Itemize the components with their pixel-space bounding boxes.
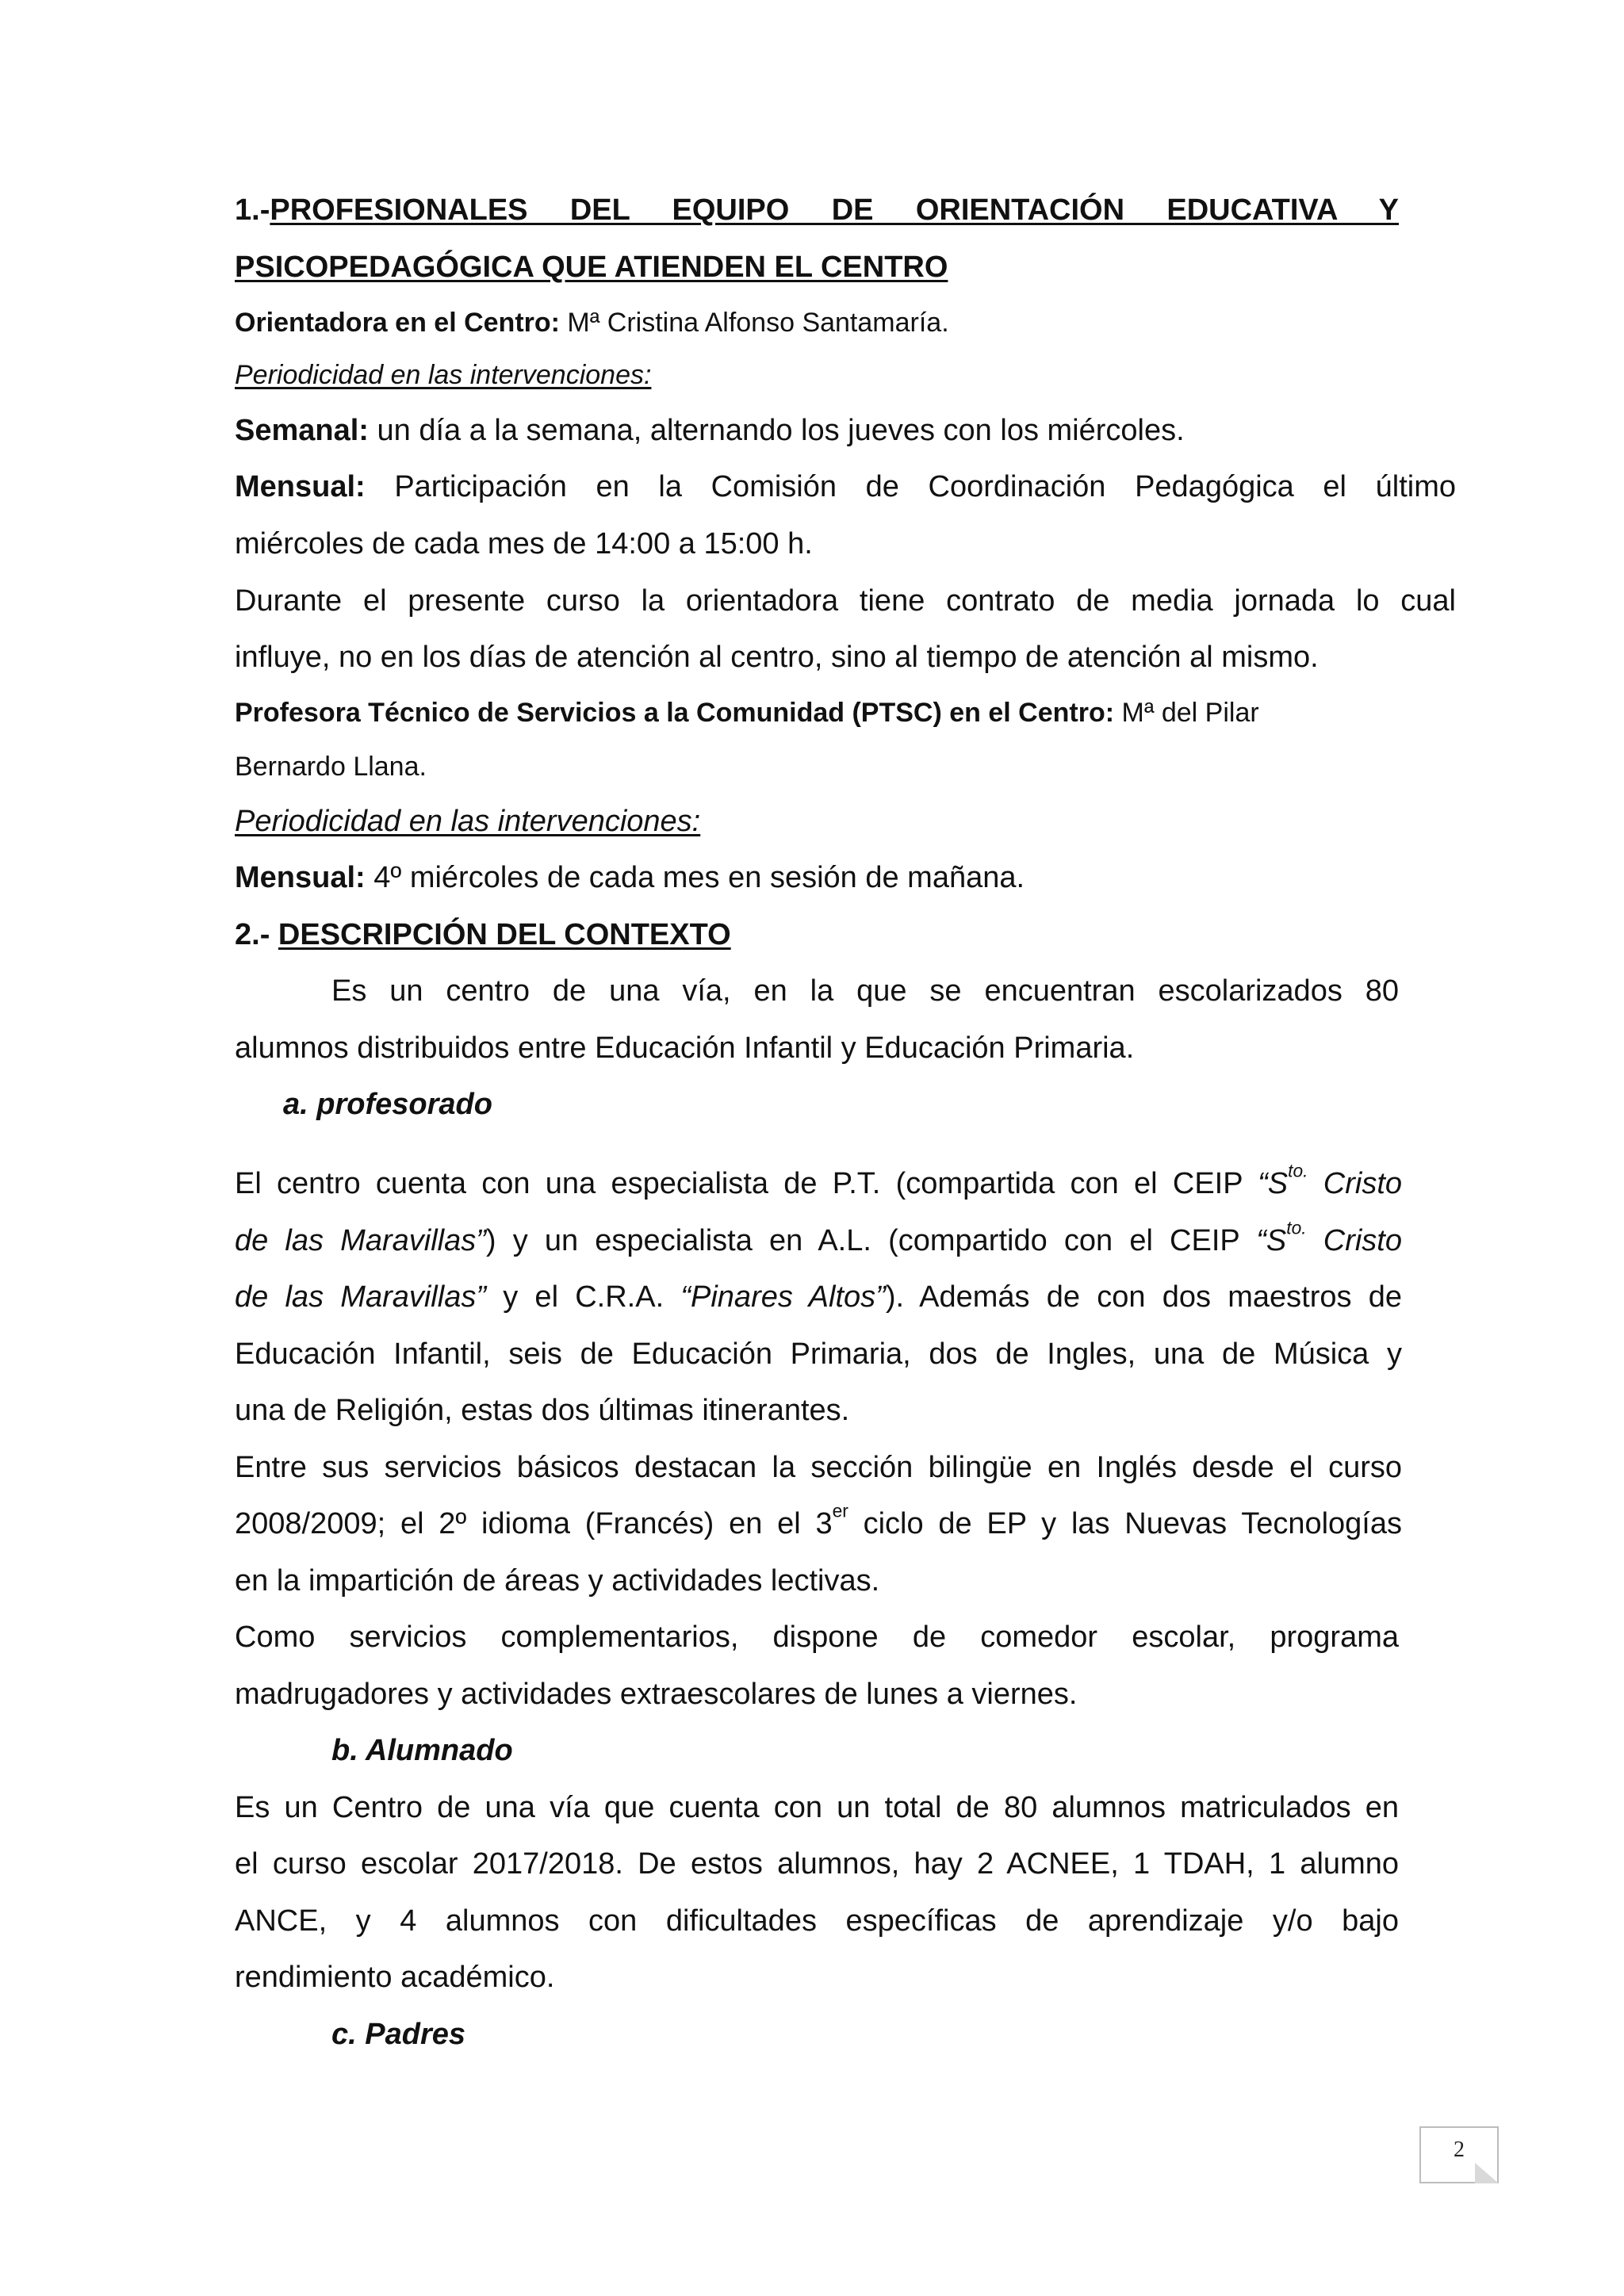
servicios-line-1: Entre sus servicios básicos destacan la sección bilingüe en Inglés desde el curso <box>235 1451 1402 1484</box>
orientadora-name: Mª Cristina Alfonso Santamaría. <box>559 308 949 338</box>
periodicidad-heading: Periodicidad en las intervenciones: <box>235 360 652 390</box>
intro-line-2: alumnos distribuidos entre Educación Infantil y Educación Primaria. <box>235 1031 1135 1065</box>
subheading-profesorado: a. profesorado <box>283 1088 492 1121</box>
ptsc-line: Profesora Técnico de Servicios a la Comunidad (PTSC) en el Centro: Mª del Pilar <box>235 698 1259 728</box>
section-1-title: PROFESIONALES DEL EQUIPO DE ORIENTACIÓN EDUCATIVA Y <box>270 193 1399 227</box>
page-number-box <box>1419 2126 1499 2183</box>
section-1-heading-line1 <box>235 193 1399 228</box>
section-1-number: 1.- <box>235 193 270 227</box>
complementarios-line-1: Como servicios complementarios, dispone de comedor escolar, programa <box>235 1621 1399 1654</box>
ptsc-label: Profesora Técnico de Servicios a la Comunidad (PTSC) en el Centro: <box>235 698 1115 728</box>
page-number: 2 <box>1454 2137 1465 2162</box>
section-1-heading-line2: PSICOPEDAGÓGICA QUE ATIENDEN EL CENTRO <box>235 251 948 284</box>
intro-line-1: Es un centro de una vía, en la que se encuentran escolarizados 80 <box>331 974 1399 1008</box>
profesorado-line-3: de las Maravillas” y el C.R.A. “Pinares Altos”). Además de con dos maestros de <box>235 1280 1403 1314</box>
alumnado-line-4: rendimiento académico. <box>235 1961 555 1994</box>
subheading-padres: c. Padres <box>331 2018 465 2051</box>
servicios-line-2: 2008/2009; el 2º idioma (Francés) en el 3er ciclo de EP y las Nuevas Tecnologías <box>235 1500 1402 1540</box>
mensual2-line: Mensual: 4º miércoles de cada mes en sesión de mañana. <box>235 861 1025 894</box>
mensual-line: Mensual: Participación en la Comisión de Coordinación Pedagógica el último <box>235 470 1456 503</box>
alumnado-line-2: el curso escolar 2017/2018. De estos alumnos, hay 2 ACNEE, 1 TDAH, 1 alumno <box>235 1847 1399 1881</box>
ptsc-name-line: Bernardo Llana. <box>235 752 427 782</box>
section-2-heading: 2.- DESCRIPCIÓN DEL CONTEXTO <box>235 918 731 951</box>
profesorado-line-4: Educación Infantil, seis de Educación Primaria, dos de Ingles, una de Música y <box>235 1337 1402 1371</box>
periodicidad-heading-2: Periodicidad en las intervenciones: <box>235 805 701 838</box>
page-curl-decoration <box>1475 2163 1499 2183</box>
subheading-alumnado: b. Alumnado <box>331 1734 513 1767</box>
orientadora-label: Orientadora en el Centro: <box>235 308 560 338</box>
complementarios-line-2: madrugadores y actividades extraescolares de lunes a viernes. <box>235 1678 1078 1711</box>
durante-line-1: Durante el presente curso la orientadora tiene contrato de media jornada lo cual <box>235 584 1456 618</box>
alumnado-line-1: Es un Centro de una vía que cuenta con un total de 80 alumnos matriculados en <box>235 1791 1399 1824</box>
profesorado-line-5: una de Religión, estas dos últimas itinerantes. <box>235 1394 850 1427</box>
section-2-title: DESCRIPCIÓN DEL CONTEXTO <box>278 918 731 951</box>
orientadora-line <box>235 308 1399 339</box>
profesorado-line-2: de las Maravillas”) y un especialista en A.L. (compartido con el CEIP “$S^{to.}$ Cristo <box>235 1217 1402 1257</box>
profesorado-line-1: El centro cuenta con una especialista de P.T. (compartida con el CEIP “$S^{to.}$ Cristo <box>235 1160 1403 1200</box>
durante-line-2: influye, no en los días de atención al centro, sino al tiempo de atención al mismo. <box>235 641 1319 674</box>
semanal-line: Semanal: un día a la semana, alternando los jueves con los miércoles. <box>235 414 1185 447</box>
mensual-line-2: miércoles de cada mes de 14:00 a 15:00 h. <box>235 527 813 561</box>
servicios-line-3: en la impartición de áreas y actividades lectivas. <box>235 1564 880 1598</box>
alumnado-line-3: ANCE, y 4 alumnos con dificultades específicas de aprendizaje y/o bajo <box>235 1904 1399 1938</box>
